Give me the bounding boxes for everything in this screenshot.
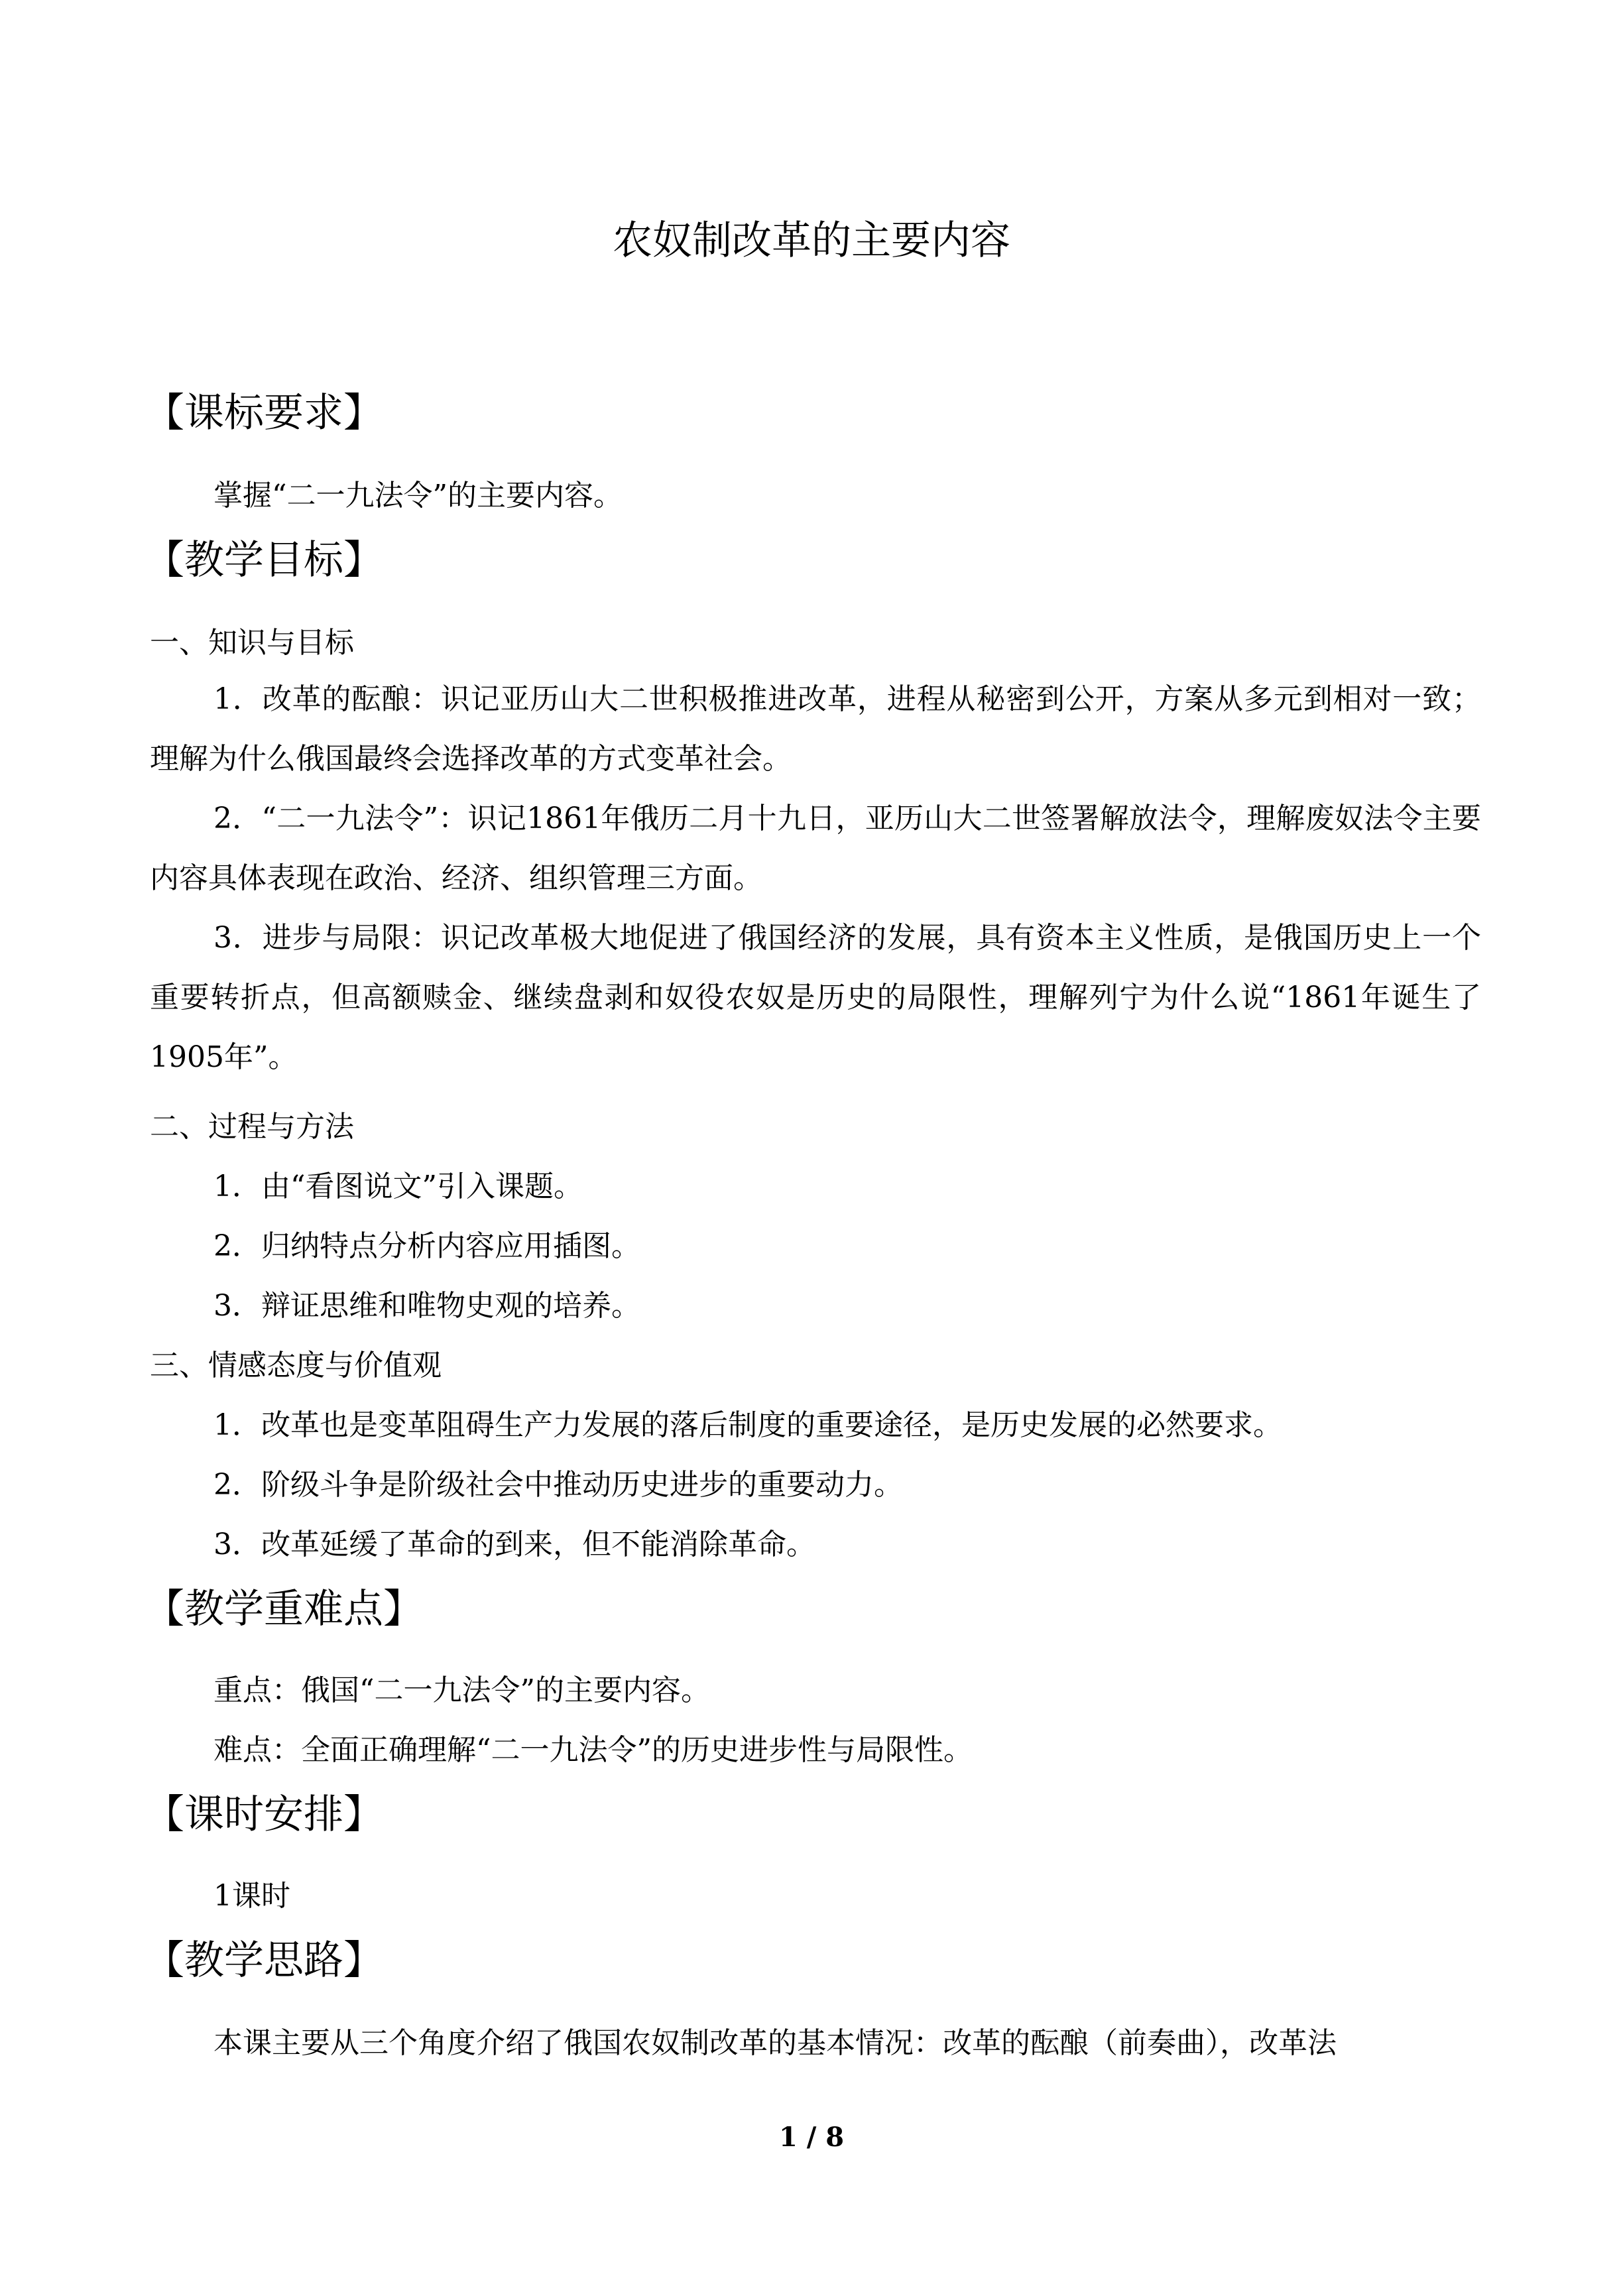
knowledge-heading: 一、知识与目标 (150, 626, 354, 660)
values-item-2: 2．阶级斗争是阶级社会中推动历史进步的重要动力。 (213, 1468, 903, 1502)
heading-teaching-ideas: 【教学思路】 (145, 1937, 383, 1984)
process-item-1: 1．由“看图说文”引入课题。 (213, 1170, 583, 1203)
heading-standard: 【课标要求】 (145, 390, 383, 436)
key-point: 重点：俄国“二一九法令”的主要内容。 (213, 1673, 710, 1707)
heading-goals: 【教学目标】 (145, 537, 383, 583)
heading-schedule: 【课时安排】 (145, 1791, 383, 1838)
page-title: 农奴制改革的主要内容 (613, 217, 1010, 264)
difficult-point: 难点：全面正确理解“二一九法令”的历史进步性与局限性。 (213, 1733, 973, 1767)
values-item-1: 1．改革也是变革阻碍生产力发展的落后制度的重要途径，是历史发展的必然要求。 (213, 1408, 1282, 1442)
process-heading: 二、过程与方法 (150, 1110, 354, 1144)
values-item-3: 3．改革延缓了革命的到来，但不能消除革命。 (213, 1528, 815, 1561)
knowledge-item-1: 1．改革的酝酿：识记亚历山大二世积极推进改革，进程从秘密到公开，方案从多元到相对一致；理解为什么俄国最终会选择改革的方式变革社会。 (150, 682, 1481, 776)
process-item-2: 2．归纳特点分析内容应用插图。 (213, 1229, 640, 1263)
schedule-text: 1课时 (213, 1879, 290, 1913)
process-item-3: 3．辩证思维和唯物史观的培养。 (213, 1289, 640, 1323)
heading-key-points: 【教学重难点】 (145, 1586, 423, 1632)
knowledge-item-3: 3．进步与局限：识记改革极大地促进了俄国经济的发展，具有资本主义性质，是俄国历史上一个重要转折点，但高额赎金、继续盘剥和奴役农奴是历史的局限性，理解列宁为什么说“1861年诞生了1905年”。 (150, 921, 1481, 1074)
values-heading: 三、情感态度与价值观 (150, 1349, 442, 1382)
knowledge-item-2: 2．“二一九法令”：识记1861年俄历二月十九日，亚历山大二世签署解放法令，理解废奴法令主要内容具体表现在政治、经济、组织管理三方面。 (150, 802, 1481, 895)
page-number: 1 / 8 (778, 2122, 845, 2153)
standard-text: 掌握“二一九法令”的主要内容。 (213, 479, 623, 513)
teaching-ideas-text: 本课主要从三个角度介绍了俄国农奴制改革的基本情况：改革的酝酿（前奏曲），改革法 (213, 2026, 1337, 2060)
